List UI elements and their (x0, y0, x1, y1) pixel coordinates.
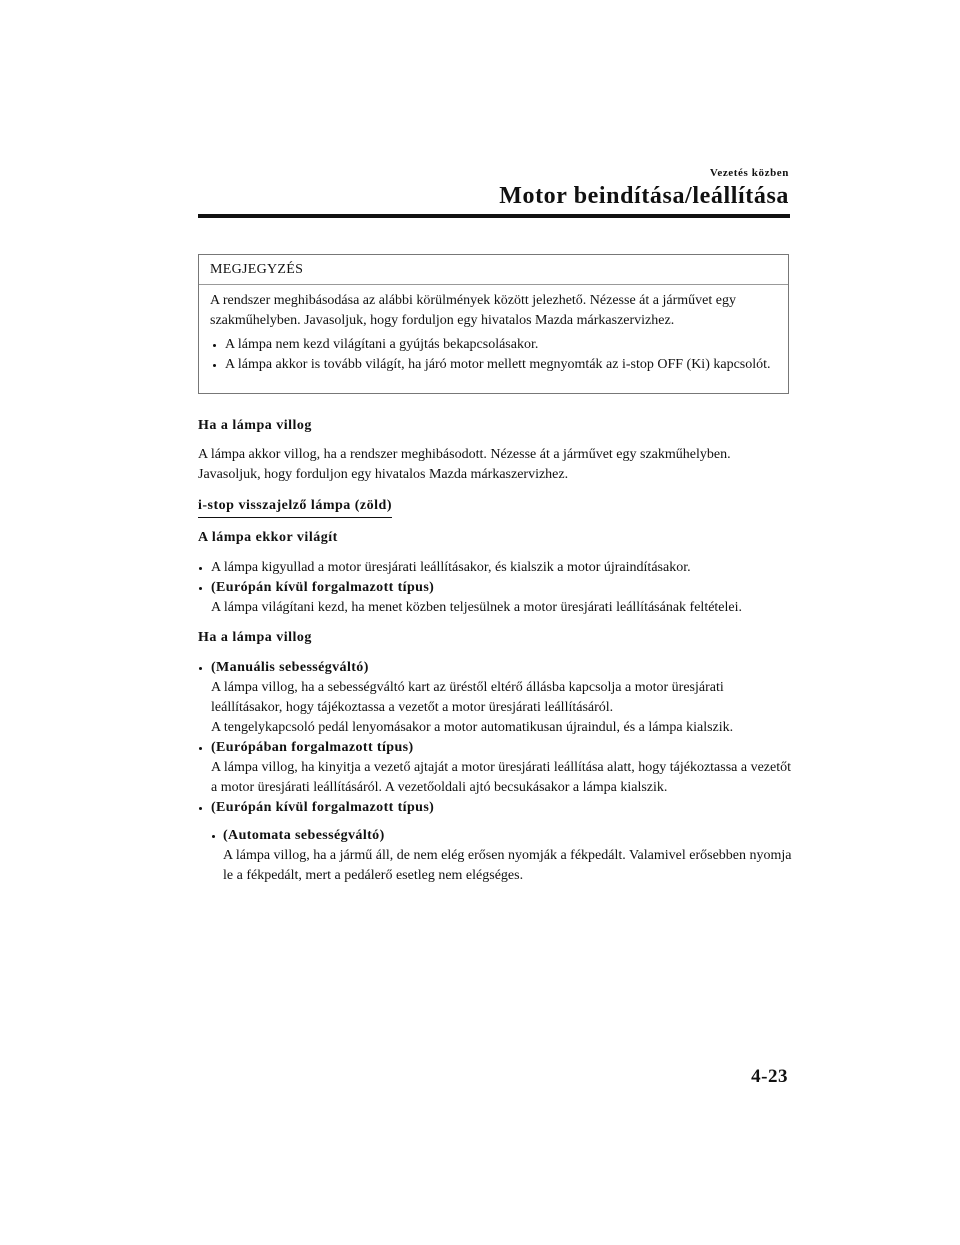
page-number: 4-23 (751, 1066, 788, 1087)
bullet-icon (199, 587, 202, 590)
bullet-icon (212, 835, 215, 838)
sub-list-item: (Automata sebességváltó) A lámpa villog, ha a jármű áll, de nem elég erősen nyomják a fékpedált. Valamivel erősebben nyomja le a fékpedált, mert a pedálerő esetleg nem elégséges. (211, 826, 793, 886)
bullet-icon (199, 667, 202, 670)
section-heading-wrap (198, 496, 793, 518)
list-item: (Európában forgalmazott típus) A lámpa villog, ha kinyitja a vezető ajtaját a motor üresjárati leállítása alatt, hogy tájékoztassa a vezetőt a motor üresjárati leállításáról. A vezetőoldali ajtó becsukásakor a lámpa kialszik. (198, 738, 793, 798)
sub-list (211, 826, 793, 886)
bullet-icon (199, 567, 202, 570)
note-item: A lámpa akkor is tovább világít, ha járó motor mellett megnyomták az i-stop OFF (Ki) kapcsolót. (212, 355, 780, 375)
note-box (198, 254, 789, 394)
list-item: A lámpa kigyullad a motor üresjárati leállításakor, és kialszik a motor újraindításakor. (198, 558, 793, 578)
bullet-icon (199, 807, 202, 810)
bullet-icon (199, 747, 202, 750)
paragraph-malfunction: A lámpa akkor villog, ha a rendszer meghibásodott. Nézesse át a járművet egy szakműhelyben. Javasoljuk, hogy forduljon egy hivatalos Mazda márkaszervizhez. (198, 447, 731, 482)
section-heading: i-stop visszajelző lámpa (zöld) (198, 496, 392, 518)
page-title: Motor beindítása/leállítása (499, 183, 789, 209)
bullet-icon (213, 344, 216, 347)
note-paragraph: A rendszer meghibásodása az alábbi körülmények között jelezhető. Nézesse át a járművet egy szakműhelyben. Javasoljuk, hogy forduljon egy hivatalos Mazda márkaszervizhez. (210, 293, 736, 328)
note-item: A lámpa nem kezd világítani a gyújtás bekapcsolásakor. (212, 335, 780, 355)
note-list (210, 335, 780, 375)
bullet-icon (213, 364, 216, 367)
heading-flashing-2: Ha a lámpa villog (198, 630, 312, 645)
list-item: (Európán kívül forgalmazott típus) (Automata sebességváltó) A lámpa villog, ha a jármű áll, de nem elég erősen nyomják a fékpedált. Valamivel erősebben nyomja le a fékpedált, mert a pedálerő esetleg nem elégséges. (198, 798, 793, 886)
header-section-label: Vezetés közben (709, 167, 789, 179)
flashing-list (198, 658, 793, 886)
header-rule (198, 214, 790, 218)
heading-flashing-1: Ha a lámpa villog (198, 418, 312, 433)
main-content (198, 416, 793, 886)
note-body (199, 285, 788, 375)
illuminate-list (198, 558, 793, 618)
list-item: (Európán kívül forgalmazott típus) A lámpa világítani kezd, ha menet közben teljesülnek a motor üresjárati leállításának feltételei. (198, 578, 793, 618)
note-heading: MEGJEGYZÉS (199, 255, 788, 285)
list-item: (Manuális sebességváltó) A lámpa villog, ha a sebességváltó kart az üréstől eltérő állásba kapcsolja a motor üresjárati leállításakor, hogy tájékoztassa a vezetőt a motor üresjárati leállításáról. A tengelykapcsoló pedál lenyomásakor a motor automatikusan újraindul, és a lámpa kialszik. (198, 658, 793, 738)
heading-illuminates: A lámpa ekkor világít (198, 530, 338, 545)
